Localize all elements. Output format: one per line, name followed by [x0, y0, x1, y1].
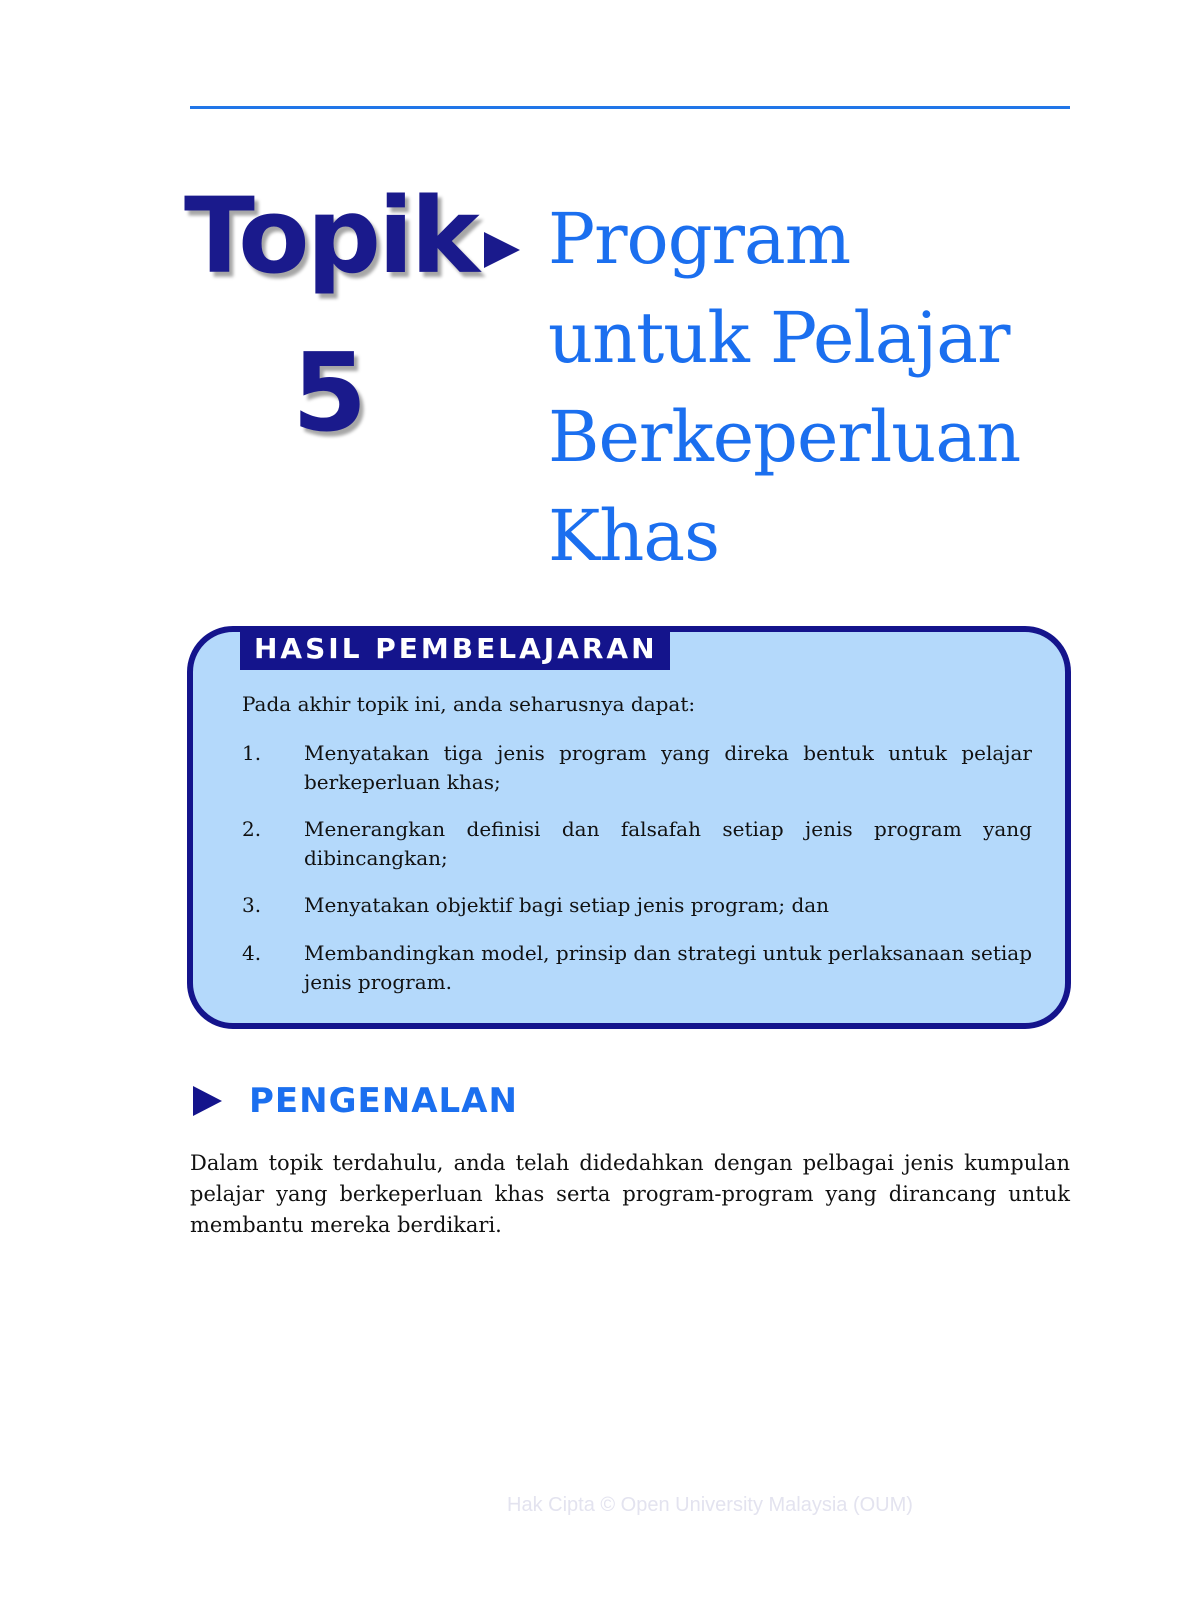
outcome-number: 1.	[242, 741, 262, 765]
learning-outcomes-heading: HASIL PEMBELAJARAN	[240, 628, 670, 670]
outcome-text: Membandingkan model, prinsip dan strategi untuk perlaksanaan setiap jenis program.	[304, 941, 1032, 994]
topic-arrow-icon	[484, 232, 520, 268]
topic-title-line: untuk Pelajar	[548, 297, 1010, 379]
outcome-text: Menyatakan tiga jenis program yang direka bentuk untuk pelajar berkeperluan khas;	[304, 741, 1032, 794]
introduction-heading: PENGENALAN	[249, 1081, 518, 1121]
outcome-text: Menyatakan objektif bagi setiap jenis program; dan	[304, 893, 830, 917]
topic-label: Topik	[184, 175, 477, 297]
outcome-number: 3.	[242, 893, 262, 917]
outcome-number: 2.	[242, 817, 262, 841]
section-arrow-icon	[193, 1086, 222, 1116]
topic-title	[548, 190, 1068, 586]
outcome-item	[242, 939, 1032, 997]
header-rule	[190, 106, 1070, 109]
topic-title-line: Program	[548, 198, 851, 280]
outcome-item	[242, 815, 1032, 873]
copyright-watermark: Hak Cipta © Open University Malaysia (OUM)	[507, 1494, 913, 1516]
topic-title-line: Khas	[548, 495, 720, 577]
outcome-item	[242, 739, 1032, 797]
outcome-item	[242, 891, 1032, 920]
introduction-paragraph: Dalam topik terdahulu, anda telah didedahkan dengan pelbagai jenis kumpulan pelajar yang berkeperluan khas serta program-program yang dirancang untuk membantu mereka berdikari.	[190, 1151, 1070, 1237]
outcome-text: Menerangkan definisi dan falsafah setiap jenis program yang dibincangkan;	[304, 817, 1032, 870]
learning-outcomes-intro: Pada akhir topik ini, anda seharusnya dapat:	[242, 692, 696, 716]
topic-title-line: Berkeperluan	[548, 396, 1021, 478]
outcome-number: 4.	[242, 941, 262, 965]
topic-number: 5	[292, 331, 368, 456]
